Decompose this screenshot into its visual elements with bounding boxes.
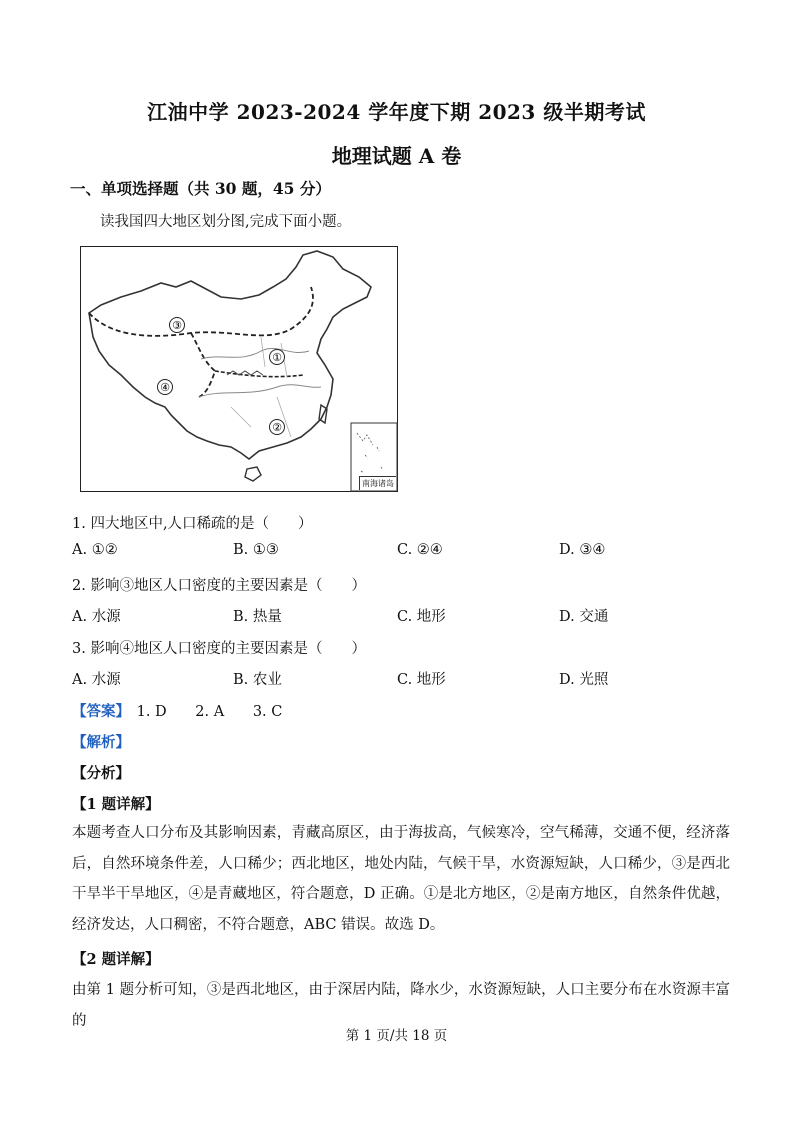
country-outline xyxy=(89,251,371,459)
question-2-stem: 2. 影响③地区人口密度的主要因素是（ ） xyxy=(72,578,366,594)
region-4-number: ④ xyxy=(160,381,170,394)
answer-2: 2. A xyxy=(195,704,225,720)
option-d: D. ③④ xyxy=(559,542,606,558)
option-c: C. 地形 xyxy=(397,609,446,625)
q1-detail-text: 本题考查人口分布及其影响因素，青藏高原区，由于海拔高，气候寒冷，空气稀薄，交通不便，经济落后，自然环境条件差，人口稀少；西北地区，地处内陆，气候干旱，水资源短缺，人口稀少，③是西北干旱半干旱地区，④是青藏地区，符合题意，D 正确。①是北方地区，②是南方地区，自然条件优越，经济发达，人口稠密，不符合题意，ABC 错误。故选 D。 xyxy=(72,825,730,933)
china-regions-map xyxy=(80,246,398,492)
option-c: C. 地形 xyxy=(397,672,446,688)
answer-1: 1. D xyxy=(136,704,167,720)
option-b: B. ①③ xyxy=(233,542,279,558)
river-lines-2 xyxy=(199,385,321,397)
option-a: A. 水源 xyxy=(72,609,121,625)
river-lines xyxy=(201,348,309,359)
answer-label: 【答案】 xyxy=(72,703,130,720)
inset-label: 南海诸岛 xyxy=(359,476,396,490)
option-a: A. 水源 xyxy=(72,672,121,688)
option-b: B. 农业 xyxy=(233,672,282,688)
region-3-number: ③ xyxy=(172,319,182,332)
section-intro: 读我国四大地区划分图,完成下面小题。 xyxy=(100,214,352,230)
q2-detail-text: 由第 1 题分析可知，③是西北地区，由于深居内陆，降水少，水资源短缺，人口主要分布在水资源丰富的 xyxy=(72,982,730,1029)
option-b: B. 热量 xyxy=(233,609,282,625)
boundary-northwest xyxy=(89,287,313,336)
region-1-number: ① xyxy=(272,351,282,364)
option-d: D. 交通 xyxy=(559,609,609,625)
map-drawing xyxy=(81,247,399,493)
jiexi-label: 【解析】 xyxy=(72,734,130,751)
q1-detail-heading: 【1 题详解】 xyxy=(72,796,160,813)
option-a: A. ①② xyxy=(72,542,118,558)
option-c: C. ②④ xyxy=(397,542,443,558)
question-1-stem: 1. 四大地区中,人口稀疏的是（ ） xyxy=(72,516,313,532)
exam-title: 江油中学 2023-2024 学年度下期 2023 级半期考试 xyxy=(147,100,646,124)
exam-subtitle: 地理试题 A 卷 xyxy=(331,144,462,168)
question-3-stem: 3. 影响④地区人口密度的主要因素是（ ） xyxy=(72,641,366,657)
region-2-number: ② xyxy=(272,421,282,434)
q2-detail-heading: 【2 题详解】 xyxy=(72,951,160,968)
hainan-island xyxy=(245,467,261,481)
section-heading: 一、单项选择题（共 30 题，45 分） xyxy=(70,179,331,198)
fenxi-label: 【分析】 xyxy=(72,765,130,782)
option-d: D. 光照 xyxy=(559,672,609,688)
boundary-tibet xyxy=(191,333,215,397)
answer-line xyxy=(72,700,306,721)
page-footer: 第 1 页/共 18 页 xyxy=(345,1028,448,1044)
answer-3: 3. C xyxy=(252,704,283,720)
